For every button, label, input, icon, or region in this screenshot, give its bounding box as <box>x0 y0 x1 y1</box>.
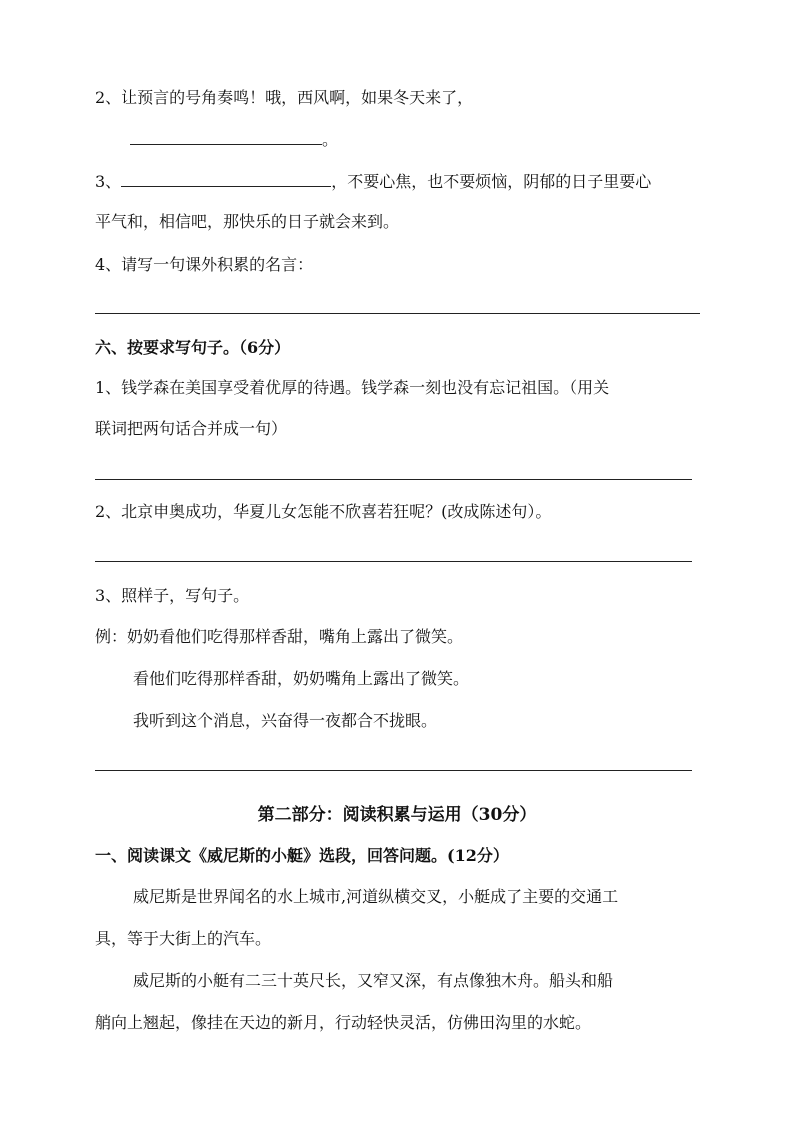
s6-item2: 2、北京申奥成功，华夏儿女怎能不欣喜若狂呢？(改成陈述句）。 <box>95 502 552 521</box>
q4-answer-line[interactable] <box>95 313 700 314</box>
s6-item1-answer-line[interactable] <box>95 479 692 480</box>
passage-para2-line1: 威尼斯的小艇有二三十英尺长，又窄又深，有点像独木舟。船头和船 <box>133 971 614 990</box>
q3-line1 <box>95 172 651 192</box>
passage-para1-line1: 威尼斯是世界闻名的水上城市,河道纵横交叉，小艇成了主要的交通工 <box>133 887 619 906</box>
s6-example-answer: 看他们吃得那样香甜，奶奶嘴角上露出了微笑。 <box>133 669 470 688</box>
part2-q1-heading: 一、阅读课文《威尼斯的小艇》选段，回答问题。(12分） <box>95 846 509 865</box>
passage-para1-line2: 具，等于大街上的汽车。 <box>95 929 272 948</box>
s6-item3: 3、照样子，写句子。 <box>95 586 250 605</box>
q2-blank[interactable] <box>130 130 322 145</box>
q2-answer-line <box>130 130 338 150</box>
q3-blank[interactable] <box>121 172 331 187</box>
s6-item3-answer-line[interactable] <box>95 770 692 771</box>
q3-line2: 平气和，相信吧，那快乐的日子就会来到。 <box>95 212 400 231</box>
s6-item1-line1: 1、钱学森在美国享受着优厚的待遇。钱学森一刻也没有忘记祖国。（用关 <box>95 378 610 397</box>
s6-item2-answer-line[interactable] <box>95 561 692 562</box>
s6-item1-line2: 联词把两句话合并成一句） <box>95 419 288 438</box>
q2-end-mark: 。 <box>322 130 339 149</box>
passage-para2-line2: 艄向上翘起，像挂在天边的新月，行动轻快灵活，仿佛田沟里的水蛇。 <box>95 1013 592 1032</box>
s6-practice-sentence: 我听到这个消息，兴奋得一夜都合不拢眼。 <box>133 711 438 730</box>
q4-text: 4、请写一句课外积累的名言： <box>95 255 314 274</box>
q3-num: 3、 <box>95 172 122 191</box>
q2-text: 2、让预言的号角奏鸣！哦，西风啊，如果冬天来了， <box>95 88 474 107</box>
part2-title: 第二部分：阅读积累与运用（30分） <box>257 805 537 825</box>
s6-example: 例：奶奶看他们吃得那样香甜，嘴角上露出了微笑。 <box>95 627 464 646</box>
q3-rest: ，不要心焦，也不要烦恼，阴郁的日子里要心 <box>331 172 652 191</box>
section6-heading: 六、按要求写句子。（6分） <box>95 338 291 357</box>
